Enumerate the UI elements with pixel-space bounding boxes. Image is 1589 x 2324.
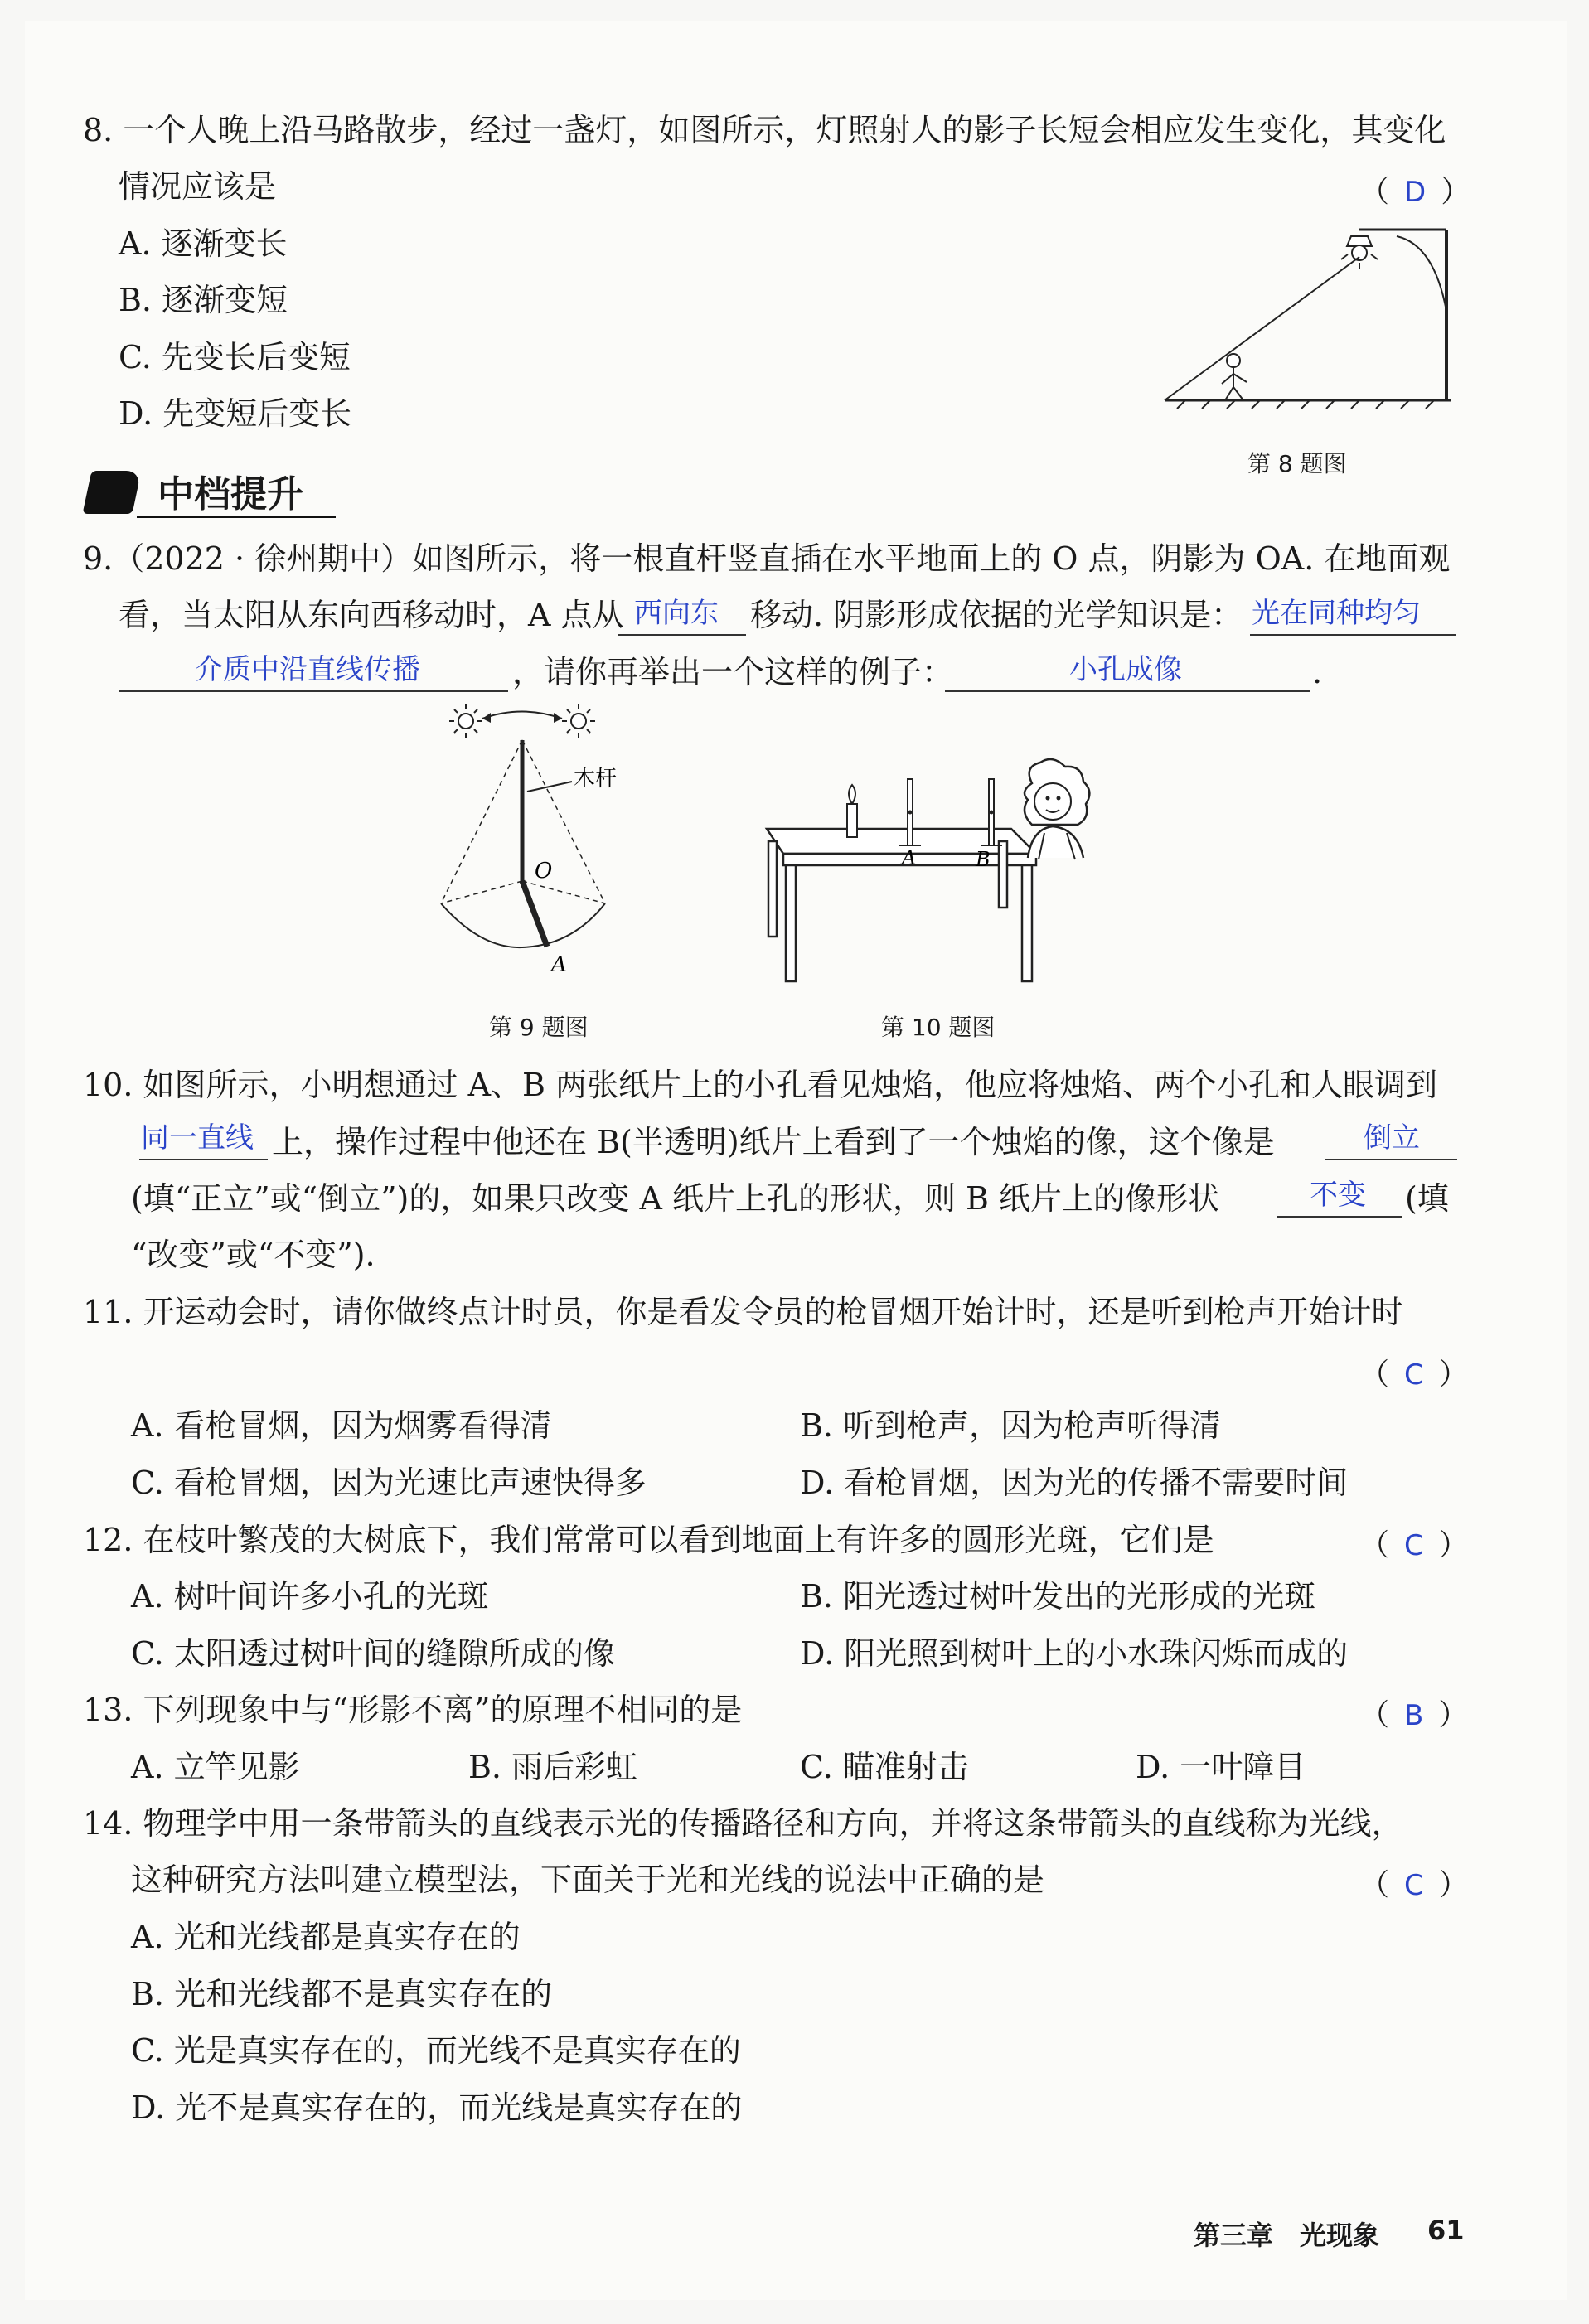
q10-blank3-line bbox=[1277, 1216, 1402, 1218]
footer-chapter: 第三章 光现象 bbox=[1194, 2220, 1380, 2251]
q14-stem-line1: 14. 物理学中用一条带箭头的直线表示光的传播路径和方向，并将这条带箭头的直线称为光线， bbox=[83, 1805, 1403, 1842]
q10-label-a: A bbox=[902, 846, 917, 869]
q14-option-b: B. 光和光线都不是真实存在的 bbox=[131, 1976, 553, 2012]
q9-line1: 9.（2022 · 徐州期中）如图所示，将一根直杆竖直插在水平地面上的 O 点，阴影为 OA. 在地面观 bbox=[83, 540, 1451, 577]
q11-option-d: D. 看枪冒烟，因为光的传播不需要时间 bbox=[800, 1465, 1349, 1501]
sun-icon-left bbox=[449, 704, 482, 738]
q11-option-b: B. 听到枪声，因为枪声听得清 bbox=[800, 1407, 1222, 1444]
q10-line4: “改变”或“不变”). bbox=[131, 1237, 375, 1273]
q13-option-d: D. 一叶障目 bbox=[1136, 1749, 1306, 1785]
q9-label-o: O bbox=[535, 859, 553, 884]
q8-figure bbox=[1160, 211, 1459, 410]
q13-answer-paren: （ B ） bbox=[1359, 1698, 1469, 1732]
q13-stem: 13. 下列现象中与“形影不离”的原理不相同的是 bbox=[83, 1692, 743, 1728]
q9-line3-end: . bbox=[1312, 654, 1323, 690]
q11-answer: C bbox=[1404, 1358, 1424, 1392]
section-heading bbox=[87, 464, 336, 516]
q12-answer-paren: （ C ） bbox=[1359, 1528, 1469, 1562]
q10-line2: 上，操作过程中他还在 B(半透明)纸片上看到了一个烛焰的像，这个像是 bbox=[272, 1124, 1275, 1160]
q11-option-c: C. 看枪冒烟，因为光速比声速快得多 bbox=[131, 1465, 647, 1501]
q10-blank3: 不变 bbox=[1310, 1179, 1366, 1212]
q10-label-b: B bbox=[976, 848, 991, 871]
q9-blank2b: 介质中沿直线传播 bbox=[195, 653, 420, 686]
q10-blank2-line bbox=[1325, 1159, 1457, 1160]
q12-option-c: C. 太阳透过树叶间的缝隙所成的像 bbox=[131, 1635, 615, 1672]
q14-answer: C bbox=[1404, 1869, 1424, 1902]
q14-option-a: A. 光和光线都是真实存在的 bbox=[131, 1919, 521, 1955]
student-icon bbox=[1025, 759, 1089, 859]
q9-figure bbox=[431, 700, 630, 977]
section-title: 中档提升 bbox=[157, 473, 303, 516]
q10-line3a: (填“正立”或“倒立”)的，如果只改变 A 纸片上孔的形状，则 B 纸片上的像形状 bbox=[131, 1180, 1220, 1217]
q13-option-a: A. 立竿见影 bbox=[131, 1749, 300, 1785]
q12-option-d: D. 阳光照到树叶上的小水珠闪烁而成的 bbox=[800, 1635, 1349, 1672]
q14-stem-line2: 这种研究方法叫建立模型法，下面关于光和光线的说法中正确的是 bbox=[131, 1862, 1045, 1898]
q9-line3-mid: ，请你再举出一个这样的例子： bbox=[512, 654, 954, 690]
q10-line1: 10. 如图所示，小明想通过 A、B 两张纸片上的小孔看见烛焰，他应将烛焰、两个小孔和人眼调到 bbox=[83, 1067, 1438, 1103]
footer-page-number: 61 bbox=[1427, 2215, 1465, 2246]
q8-stem-line1: 8. 一个人晚上沿马路散步，经过一盏灯，如图所示，灯照射人的影子长短会相应发生变化，其变化 bbox=[83, 112, 1446, 148]
q8-figure-caption: 第 8 题图 bbox=[1247, 450, 1347, 477]
q9-line2-prefix: 看，当太阳从东向西移动时，A 点从 bbox=[119, 597, 624, 633]
q12-answer: C bbox=[1404, 1529, 1424, 1562]
q13-answer: B bbox=[1404, 1699, 1424, 1732]
q9-blank3-line bbox=[945, 690, 1310, 692]
q10-line3b: (填 bbox=[1405, 1180, 1449, 1217]
q10-figure bbox=[758, 767, 1115, 990]
q9-label-rod: 木杆 bbox=[574, 767, 618, 792]
q12-option-b: B. 阳光透过树叶发出的光形成的光斑 bbox=[800, 1578, 1316, 1615]
q8-option-b: B. 逐渐变短 bbox=[119, 282, 288, 318]
q11-stem: 11. 开运动会时，请你做终点计时员，你是看发令员的枪冒烟开始计时，还是听到枪声开始计时 bbox=[83, 1294, 1403, 1330]
q9-blank2a: 光在同种均匀 bbox=[1252, 597, 1421, 630]
q14-answer-paren: （ C ） bbox=[1359, 1868, 1469, 1902]
q9-blank1: 西向东 bbox=[634, 597, 719, 630]
q8-answer: D bbox=[1404, 176, 1427, 209]
q9-label-a: A bbox=[551, 952, 567, 977]
q12-option-a: A. 树叶间许多小孔的光斑 bbox=[131, 1578, 489, 1615]
q10-blank2: 倒立 bbox=[1364, 1121, 1420, 1155]
q11-option-a: A. 看枪冒烟，因为烟雾看得清 bbox=[131, 1407, 552, 1444]
q12-stem: 12. 在枝叶繁茂的大树底下，我们常常可以看到地面上有许多的圆形光斑，它们是 bbox=[83, 1522, 1214, 1558]
q8-option-d: D. 先变短后变长 bbox=[119, 395, 352, 432]
q8-option-a: A. 逐渐变长 bbox=[119, 225, 288, 262]
q14-option-d: D. 光不是真实存在的，而光线是真实存在的 bbox=[131, 2089, 743, 2126]
q10-blank1-line bbox=[139, 1159, 268, 1160]
q9-line2-mid: 移动. 阴影形成依据的光学知识是： bbox=[750, 597, 1243, 633]
q11-answer-paren: （ C ） bbox=[1359, 1358, 1469, 1392]
q8-option-c: C. 先变长后变短 bbox=[119, 339, 351, 375]
q13-option-c: C. 瞄准射击 bbox=[800, 1749, 969, 1785]
q9-figure-caption: 第 9 题图 bbox=[489, 1014, 589, 1041]
q13-option-b: B. 雨后彩虹 bbox=[468, 1749, 638, 1785]
q9-blank3: 小孔成像 bbox=[1069, 653, 1182, 686]
q14-option-c: C. 光是真实存在的，而光线不是真实存在的 bbox=[131, 2032, 741, 2069]
q8-answer-paren: （ D ） bbox=[1359, 175, 1471, 209]
q9-blank2b-line bbox=[119, 690, 508, 692]
q10-figure-caption: 第 10 题图 bbox=[881, 1014, 996, 1041]
q10-blank1: 同一直线 bbox=[141, 1121, 254, 1155]
q8-stem-line2: 情况应该是 bbox=[119, 168, 277, 205]
section-tag-icon bbox=[82, 471, 141, 514]
q9-blank2a-line bbox=[1250, 634, 1456, 636]
q9-blank1-line bbox=[618, 634, 746, 636]
sun-icon-right bbox=[562, 704, 595, 738]
